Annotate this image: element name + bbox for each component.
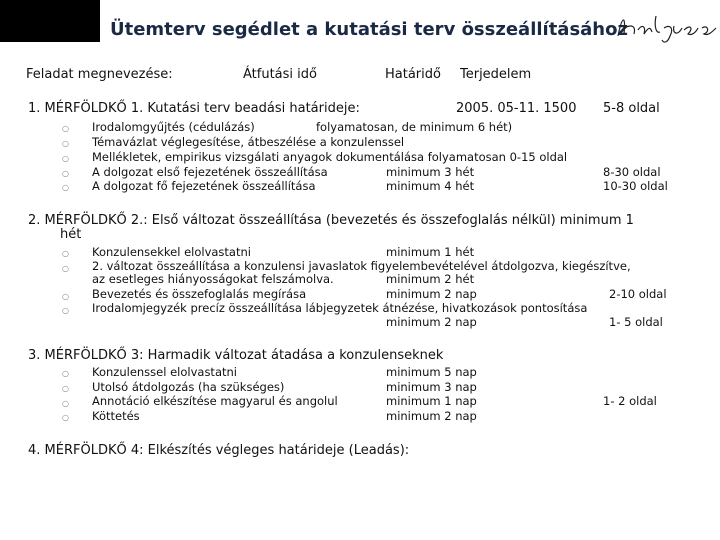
list-item-duration: minimum 2 nap [386, 315, 477, 329]
list-item-duration: minimum 2 hét [386, 272, 475, 286]
list-item-scope: 1- 5 oldal [609, 315, 663, 329]
handwritten-signature [612, 6, 720, 46]
list-item: 2. változat összeállítása a konzulensi javaslatok figyelembevételével átdolgozva, kiegészítve, [92, 259, 631, 273]
list-item-duration: minimum 1 hét [386, 245, 475, 259]
list-item: Utolsó átdolgozás (ha szükséges) [92, 380, 285, 394]
list-item-duration: minimum 5 nap [386, 365, 477, 379]
list-item: Annotáció elkészítése magyarul és angolul [92, 394, 338, 408]
milestone-4-heading: 4. MÉRFÖLDKŐ 4: Elkészítés végleges határideje (Leadás): [28, 443, 410, 458]
list-item: A dolgozat fő fejezetének összeállítása [92, 179, 316, 193]
list-item-duration: minimum 2 nap [386, 409, 477, 423]
bullet-icon: ○ [62, 169, 69, 178]
bullet-icon: ○ [62, 413, 69, 422]
milestone-1-scope: 5-8 oldal [603, 101, 660, 116]
bullet-icon: ○ [62, 249, 69, 258]
milestone-1-heading: 1. MÉRFÖLDKŐ 1. Kutatási terv beadási határideje: [28, 101, 360, 116]
list-item: Irodalomgyűjtés (cédulázás) [92, 120, 255, 134]
list-item-scope: 10-30 oldal [603, 179, 668, 193]
bullet-icon: ○ [62, 154, 69, 163]
bullet-icon: ○ [62, 306, 69, 315]
list-item: Konzulenssel elolvastatni [92, 365, 237, 379]
list-item: Bevezetés és összefoglalás megírása [92, 287, 307, 301]
milestone-3-heading: 3. MÉRFÖLDKŐ 3: Harmadik változat átadása a konzulenseknek [28, 348, 444, 363]
milestone-2-heading-continued: hét [60, 227, 82, 242]
list-item-duration: minimum 3 nap [386, 380, 477, 394]
page-title: Ütemterv segédlet a kutatási terv összeállításához [110, 19, 628, 40]
bullet-icon: ○ [62, 183, 69, 192]
list-item: A dolgozat első fejezetének összeállítása [92, 165, 328, 179]
bullet-icon: ○ [62, 139, 69, 148]
list-item: Konzulensekkel elolvastatni [92, 245, 251, 259]
header-task: Feladat megnevezése: [26, 67, 173, 82]
list-item-duration: minimum 4 hét [386, 179, 475, 193]
bullet-icon: ○ [62, 292, 69, 301]
list-item-duration: folyamatosan, de minimum 6 hét) [316, 120, 513, 134]
list-item: Köttetés [92, 409, 140, 423]
header-deadline: Határidő [385, 67, 441, 82]
bullet-icon: ○ [62, 369, 69, 378]
black-header-block [0, 0, 100, 42]
list-item-continued: az esetleges hiányosságokat felszámolva. [92, 272, 334, 286]
list-item: Témavázlat véglegesítése, átbeszélése a konzulenssel [92, 135, 405, 149]
list-item-scope: 2-10 oldal [609, 287, 667, 301]
header-scope: Terjedelem [460, 67, 532, 82]
list-item-scope: 1- 2 oldal [603, 394, 657, 408]
bullet-icon: ○ [62, 124, 69, 133]
list-item: Mellékletek, empirikus vizsgálati anyagok dokumentálása folyamatosan 0-15 oldal [92, 150, 568, 164]
bullet-icon: ○ [62, 264, 69, 273]
list-item-duration: minimum 3 hét [386, 165, 475, 179]
list-item: Irodalomjegyzék precíz összeállítása lábjegyzetek átnézése, hivatkozások pontosítása [92, 301, 588, 315]
bullet-icon: ○ [62, 399, 69, 408]
list-item-duration: minimum 2 nap [386, 287, 477, 301]
list-item-duration: minimum 1 nap [386, 394, 477, 408]
header-duration: Átfutási idő [243, 67, 317, 82]
list-item-scope: 8-30 oldal [603, 165, 661, 179]
milestone-2-heading: 2. MÉRFÖLDKŐ 2.: Első változat összeállítása (bevezetés és összefoglalás nélkül) minimum 1 [28, 213, 634, 228]
milestone-1-date: 2005. 05-11. 1500 [456, 101, 577, 116]
bullet-icon: ○ [62, 384, 69, 393]
